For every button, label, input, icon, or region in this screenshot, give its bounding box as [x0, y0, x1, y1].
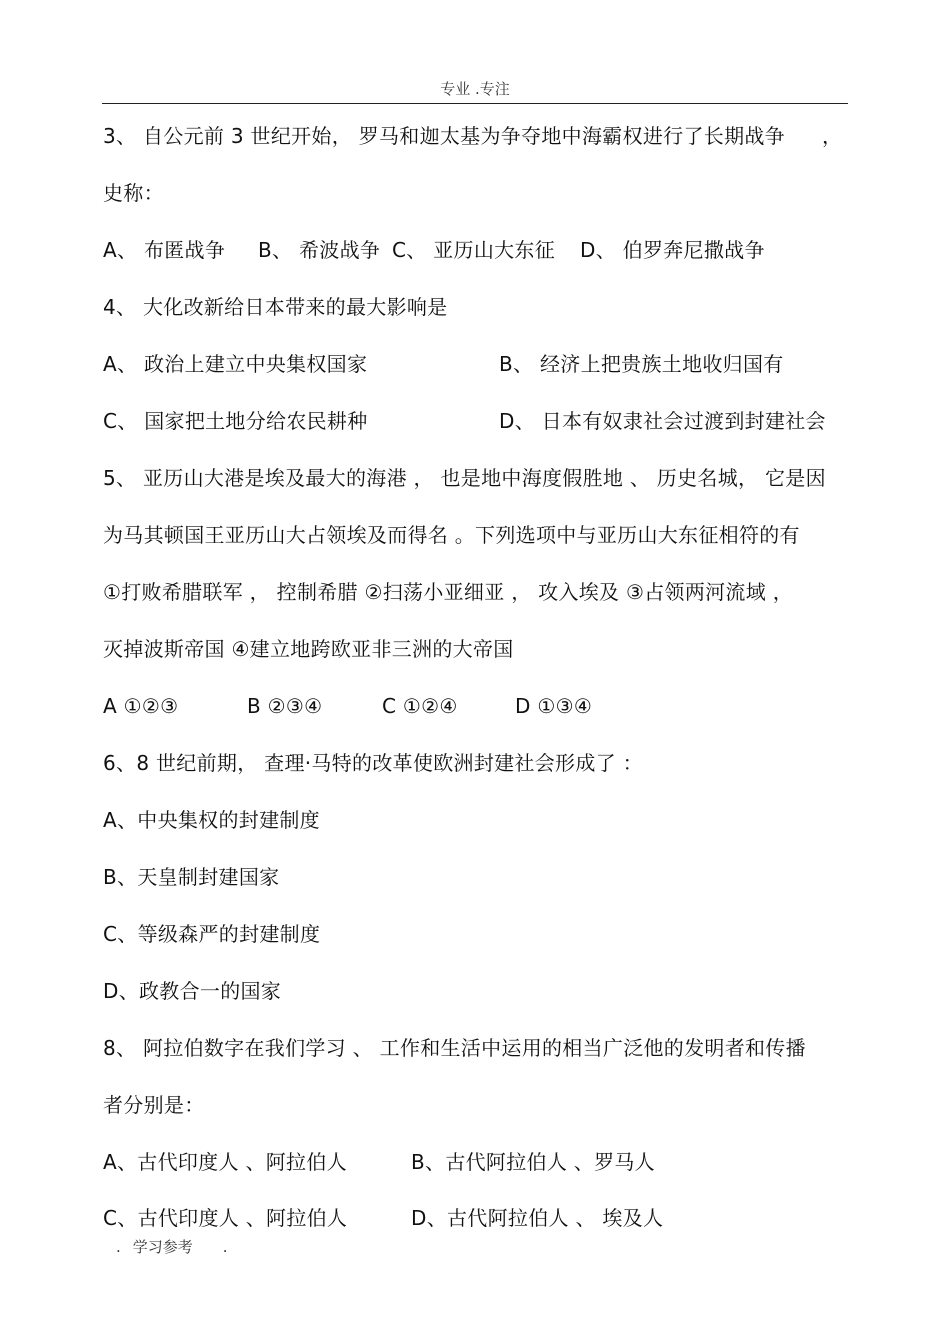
q5-option-b: B ②③④ — [247, 694, 323, 718]
q3-option-b: B、 希波战争 — [258, 238, 381, 262]
q8-stem-line1: 8、 阿拉伯数字在我们学习 、 工作和生活中运用的相当广泛他的发明者和传播 — [103, 1036, 806, 1060]
page-footer — [116, 1236, 228, 1257]
q6-stem: 6、8 世纪前期， 查理·马特的改革使欧洲封建社会形成了 ： — [103, 751, 643, 775]
page-header: 专业 .专注 — [440, 80, 510, 98]
q6-option-b: B、天皇制封建国家 — [103, 865, 280, 889]
q6-option-d: D、政教合一的国家 — [103, 979, 282, 1003]
q6-option-c: C、等级森严的封建制度 — [103, 922, 321, 946]
footer-text: 学习参考 — [132, 1238, 193, 1256]
q4-option-c: C、 国家把土地分给农民耕种 — [103, 409, 368, 433]
q4-option-a: A、 政治上建立中央集权国家 — [103, 352, 368, 376]
header-rule — [102, 103, 848, 104]
q4-option-d: D、 日本有奴隶社会过渡到封建社会 — [499, 409, 826, 433]
q3-option-a: A、 布匿战争 — [103, 238, 226, 262]
q5-stem-line2: 为马其顿国王亚历山大占领埃及而得名 。下列选项中与亚历山大东征相符的有 — [103, 523, 800, 547]
q3-option-c: C、 亚历山大东征 — [392, 238, 556, 262]
q5-option-a: A ①②③ — [103, 694, 179, 718]
q3-stem-line2: 史称： — [103, 181, 164, 205]
q8-option-c: C、古代印度人 、阿拉伯人 — [103, 1206, 348, 1230]
q5-stem-line1: 5、 亚历山大港是埃及最大的海港 ， 也是地中海度假胜地 、 历史名城， 它是因 — [103, 466, 826, 490]
q3-stem-comma: ， — [822, 124, 843, 148]
q8-option-a: A、古代印度人 、阿拉伯人 — [103, 1150, 347, 1174]
footer-dot-right: . — [222, 1238, 228, 1256]
q6-option-a: A、中央集权的封建制度 — [103, 808, 320, 832]
footer-dot-left: . — [116, 1238, 121, 1256]
q3-stem-line1: 3、 自公元前 3 世纪开始， 罗马和迦太基为争夺地中海霸权进行了长期战争 — [103, 124, 785, 148]
q5-stem-line4: 灭掉波斯帝国 ④建立地跨欧亚非三洲的大帝国 — [103, 637, 514, 661]
q8-option-d: D、古代阿拉伯人 、 埃及人 — [411, 1206, 664, 1230]
q5-option-d: D ①③④ — [515, 694, 593, 718]
q3-option-d: D、 伯罗奔尼撒战争 — [580, 238, 765, 262]
q8-option-b: B、古代阿拉伯人 、罗马人 — [411, 1150, 655, 1174]
q8-stem-line2: 者分别是： — [103, 1093, 205, 1117]
q4-stem: 4、 大化改新给日本带来的最大影响是 — [103, 295, 448, 319]
q5-stem-line3: ①打败希腊联军 ， 控制希腊 ②扫荡小亚细亚 ， 攻入埃及 ③占领两河流域 ， — [103, 580, 793, 604]
q5-option-c: C ①②④ — [382, 694, 458, 718]
q4-option-b: B、 经济上把贵族土地收归国有 — [499, 352, 784, 376]
